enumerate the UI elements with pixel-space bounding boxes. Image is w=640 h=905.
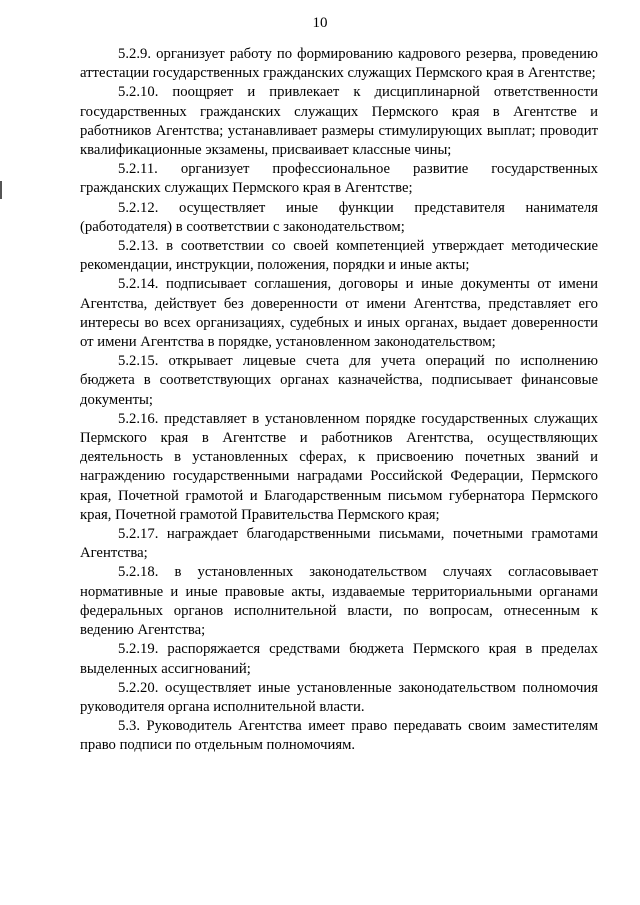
page-number: 10 <box>312 15 328 31</box>
paragraph-5-2-13: 5.2.13. в соответствии со своей компетенцией утверждает методические рекомендации, инструкции, положения, порядки и иные акты; <box>80 238 598 274</box>
paragraph-5-2-9: 5.2.9. организует работу по формированию кадрового резерва, проведению аттестации государственных гражданских служащих Пермского края в Агентстве; <box>80 46 598 82</box>
paragraph-5-2-16: 5.2.16. представляет в установленном порядке государственных служащих Пермского края в Агентстве и работников Агентства, осуществляющих деятельность в установленных сферах, к присвоению почетных званий и награждению государственными наградами Российской Федерации, Пермского края, Почетной грамотой и Благодарственным письмом губернатора Пермского края, Почетной грамотой Правительства Пермского края; <box>80 410 598 523</box>
paragraph-5-2-18: 5.2.18. в установленных законодательством случаях согласовывает нормативные и иные правовые акты, издаваемые территориальными органами федеральных органов исполнительной власти, по вопросам, отнесенным к ведению Агентства; <box>80 564 598 639</box>
paragraph-5-2-15: 5.2.15. открывает лицевые счета для учета операций по исполнению бюджета в соответствующих органах казначейства, подписывает финансовые документы; <box>80 353 598 408</box>
paragraph-5-2-12: 5.2.12. осуществляет иные функции представителя нанимателя (работодателя) в соответствии с законодательством; <box>80 199 598 235</box>
paragraph-5-2-19: 5.2.19. распоряжается средствами бюджета Пермского края в пределах выделенных ассигнований; <box>80 641 598 677</box>
paragraph-5-3: 5.3. Руководитель Агентства имеет право передавать своим заместителям право подписи по отдельным полномочиям. <box>80 718 598 754</box>
paragraph-5-2-20: 5.2.20. осуществляет иные установленные законодательством полномочия руководителя органа исполнительной власти. <box>80 679 598 715</box>
paragraph-5-2-17: 5.2.17. награждает благодарственными письмами, почетными грамотами Агентства; <box>80 526 598 562</box>
paragraph-5-2-10: 5.2.10. поощряет и привлекает к дисциплинарной ответственности государственных гражданских служащих Пермского края в Агентстве и работников Агентства; устанавливает размеры стимулирующих выплат; проводит квалификационные экзамены, присваивает классные чины; <box>80 84 598 159</box>
paragraph-5-2-11: 5.2.11. организует профессиональное развитие государственных гражданских служащих Пермского края в Агентстве; <box>80 161 598 197</box>
scan-edge-mark <box>0 181 2 199</box>
paragraph-5-2-14: 5.2.14. подписывает соглашения, договоры и иные документы от имени Агентства, действует без доверенности от имени Агентства, представляет его интересы во всех организациях, судебных и иных органах, выдает доверенности от имени Агентства в порядке, установленном законодательством; <box>80 276 598 351</box>
document-body <box>80 45 598 756</box>
